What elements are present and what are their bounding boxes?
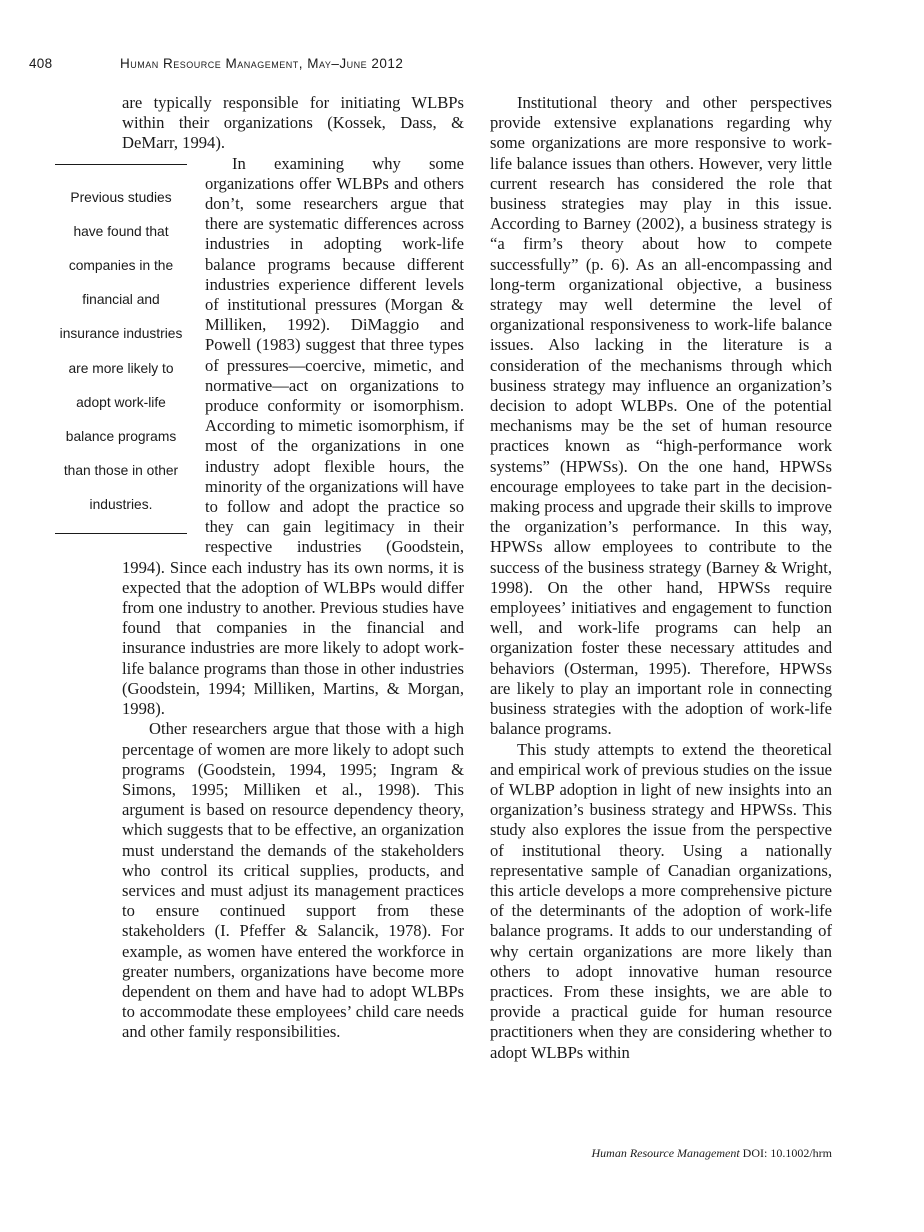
left-paragraph-2-text: In examining why some organizations offer WLBPs and others don’t, some researchers argue that there are systematic differences across industries in adopting work-life balance programs because different industries experience different levels of institutional pressures (Morgan & Milliken, 1992). DiMaggio and Powell (1983) suggest that three types of pressures—coercive, mimetic, and normative—act on organizations to produce conformity or isomorphism. According to mimetic isomorphism, if most of the organizations in one industry adopt flexible hours, the minority of the organizations will have to follow and adopt the practice so they can gain legitimacy in their respective industries (Goodstein, 1994). Since each industry has its own norms, it is expected that the adoption of WLBPs would differ from one industry to another. Previous studies have found that companies in the financial and insurance industries are more likely to adopt work-life balance programs than those in other industries (Goodstein, 1994; Milliken, Martins, & Morgan, 1998). xyxy=(122,153,464,719)
left-column xyxy=(59,93,464,1043)
right-paragraph-1: Institutional theory and other perspectives provide extensive explanations regarding why some organizations are more responsive to work-life balance issues than others. However, very little current research has considered the role that business strategies may play in this issue. According to Barney (2002), a business strategy is “a firm’s theory about how to compete successfully” (p. 6). As an all-encompassing and long-term organizational objective, a business strategy may well determine the level of organizational responsiveness to work-life balance issues. Also lacking in the literature is a consideration of the mechanisms through which business strategy may influence an organization’s decision to adopt WLBPs. One of the potential mechanisms may be the set of human resource practices known as “high-performance work systems” (HPWSs). On the one hand, HPWSs encourage employees to take part in the decision-making process and upgrade their skills to improve the organization’s performance. In this way, HPWSs allow employees to contribute to the success of the business strategy (Barney & Wright, 1998). On the other hand, HPWSs require employees’ initiatives and engagement to function well, and work-life programs can help an organization foster these necessary attitudes and behaviors (Osterman, 1995). Therefore, HPWSs are likely to play an important role in connecting business strategies with the adoption of work-life balance programs. xyxy=(490,93,832,739)
footer-journal: Human Resource Management xyxy=(591,1146,740,1160)
left-paragraph-1: are typically responsible for initiating WLBPs within their organizations (Kossek, Dass, & DeMarr, 1994). xyxy=(122,93,464,153)
right-column xyxy=(490,93,832,1063)
footer xyxy=(591,1146,832,1161)
footer-doi: DOI: 10.1002/hrm xyxy=(742,1146,832,1160)
right-paragraph-2: This study attempts to extend the theoretical and empirical work of previous studies on the issue of WLBP adoption in light of new insights into an organization’s business strategy and HPWSs. This study also explores the issue from the perspective of institutional theory. Using a nationally representative sample of Canadian organizations, this article develops a more comprehensive picture of the determinants of the adoption of work-life balance programs. It adds to our understanding of why certain organizations are more likely than others to adopt innovative human resource practices. From these insights, we are able to provide a practical guide for human resource practitioners when they are considering whether to adopt WLBPs within xyxy=(490,739,832,1062)
left-paragraph-3: Other researchers argue that those with a high percentage of women are more likely to adopt such programs (Goodstein, 1994, 1995; Ingram & Simons, 1995; Milliken et al., 1998). This argument is based on resource dependency theory, which suggests that to be effective, an organization must understand the demands of the stakeholders who control its critical supplies, products, and services and must adjust its management practices to ensure continued support from these stakeholders (I. Pfeffer & Salancik, 1978). For example, as women have entered the workforce in greater numbers, organizations have become more dependent on them and have had to adopt WLBPs to accommodate these employees’ child care needs and other family responsibilities. xyxy=(122,719,464,1042)
page-number: 408 xyxy=(29,56,53,71)
running-head: Human Resource Management, May–June 2012 xyxy=(120,56,404,71)
pull-quote: Previous studies have found that companies in the financial and insurance industries are more likely to adopt work-life balance programs than those in other industries. xyxy=(55,164,187,534)
left-paragraph-2 xyxy=(59,153,464,720)
